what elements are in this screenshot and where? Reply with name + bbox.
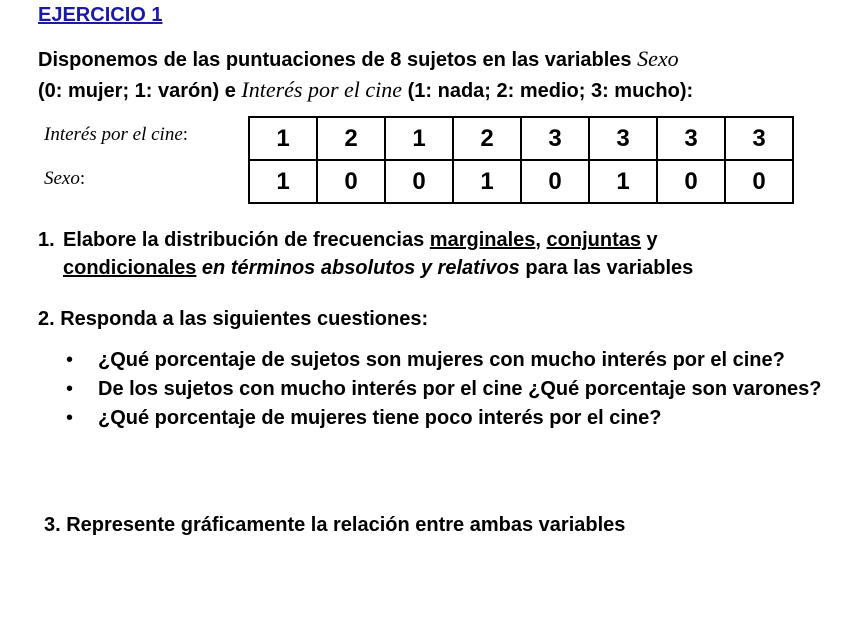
table-cell: 1: [249, 117, 317, 160]
table-cell: 0: [385, 160, 453, 203]
list-item-text: ¿Qué porcentaje de sujetos son mujeres con mucho interés por el cine?: [98, 349, 785, 371]
table-cell: 1: [453, 160, 521, 203]
question-3: 3. Represente gráficamente la relación entre ambas variables: [44, 514, 626, 536]
row-label-interes: [44, 124, 188, 146]
q1-marginales: marginales: [429, 229, 536, 251]
table-row-sexo: [249, 160, 793, 203]
bullet-icon: •: [66, 349, 74, 371]
q1-terms: en términos absolutos y relativos: [196, 257, 520, 279]
q1-end: para las variables: [519, 257, 694, 279]
row-label-colon: :: [182, 124, 189, 145]
list-item-text: ¿Qué porcentaje de mujeres tiene poco interés por el cine?: [98, 407, 662, 429]
table-cell: 2: [453, 117, 521, 160]
table-row-interes: [249, 117, 793, 160]
table-cell: 0: [725, 160, 793, 203]
bullet-icon: •: [66, 378, 74, 400]
q1-comma: ,: [535, 229, 547, 251]
row-label-sexo-text: Sexo: [44, 168, 80, 189]
intro-text-3: (1: nada; 2: medio; 3: mucho):: [402, 80, 694, 102]
question-2: 2. Responda a las siguientes cuestiones:: [38, 308, 429, 330]
variable-sexo: Sexo: [637, 46, 679, 71]
row-label-sexo: [44, 168, 85, 190]
question-2-list: [66, 346, 826, 433]
variable-interes: Interés por el cine: [241, 77, 403, 102]
table-cell: 1: [385, 117, 453, 160]
question-1: [38, 226, 828, 282]
list-item: [66, 375, 826, 403]
intro-paragraph: [38, 44, 838, 106]
q1-conjuntas: conjuntas: [546, 229, 641, 251]
table-cell: 2: [317, 117, 385, 160]
list-item: [66, 404, 826, 432]
q1-condicionales: condicionales: [63, 257, 197, 279]
table-cell: 0: [657, 160, 725, 203]
table-cell: 1: [249, 160, 317, 203]
scores-table: [248, 116, 794, 204]
table-cell: 0: [521, 160, 589, 203]
list-item: [66, 346, 826, 374]
row-label-colon: :: [79, 168, 86, 189]
intro-text-1: Disponemos de las puntuaciones de 8 sujetos en las variables: [38, 49, 638, 71]
question-1-text: [63, 226, 828, 282]
exercise-title: EJERCICIO 1: [38, 4, 163, 26]
table-cell: 3: [589, 117, 657, 160]
bullet-icon: •: [66, 407, 74, 429]
table-cell: 0: [317, 160, 385, 203]
row-label-interes-text: Interés por el cine: [44, 124, 183, 145]
table-cell: 1: [589, 160, 657, 203]
table-cell: 3: [657, 117, 725, 160]
intro-text-2: (0: mujer; 1: varón) e: [38, 80, 242, 102]
q1-text-a: Elabore la distribución de frecuencias: [63, 229, 430, 251]
table-cell: 3: [725, 117, 793, 160]
list-item-text: De los sujetos con mucho interés por el cine ¿Qué porcentaje son varones?: [98, 378, 822, 400]
question-1-number: 1.: [38, 229, 55, 251]
table-cell: 3: [521, 117, 589, 160]
q1-y: y: [640, 229, 658, 251]
